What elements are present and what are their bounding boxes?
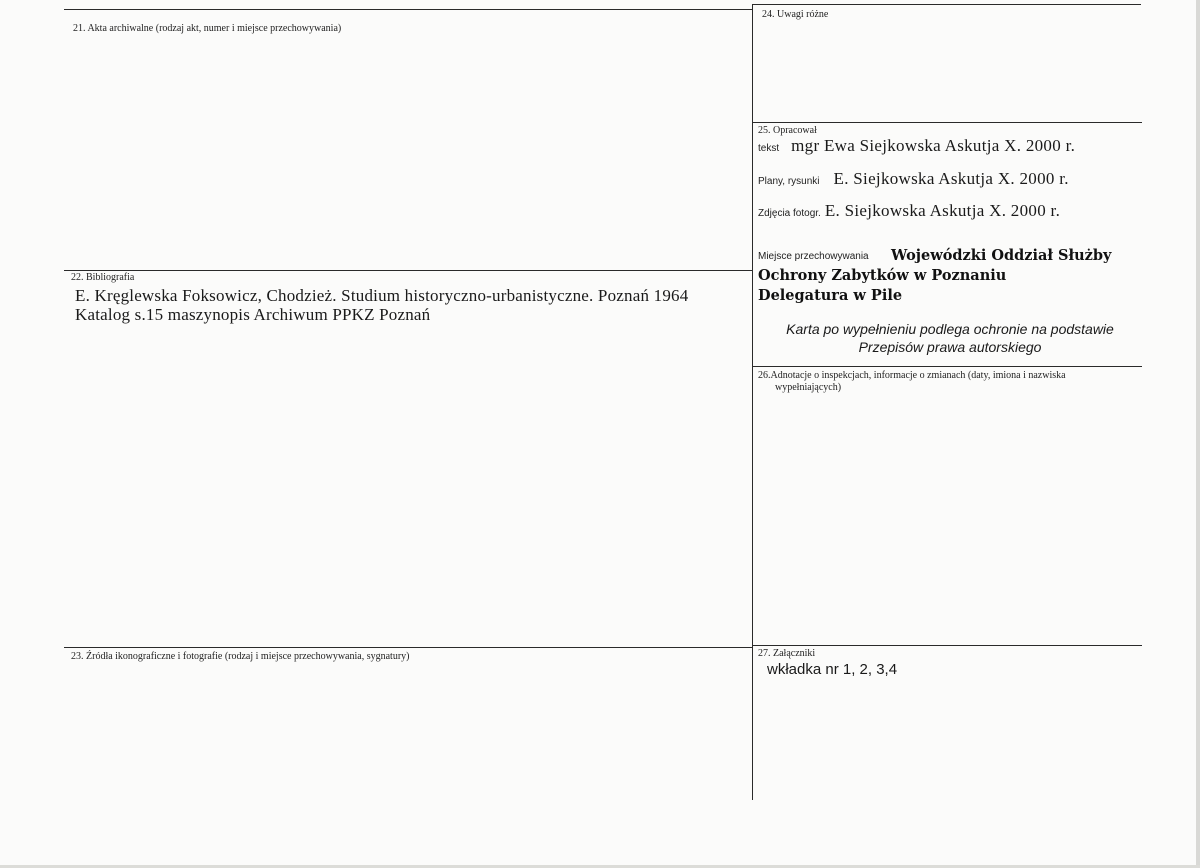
rule-25 [753, 122, 1142, 123]
top-rule-right [753, 4, 1141, 5]
rule-26 [753, 366, 1142, 367]
rule-23 [64, 647, 752, 648]
section-21-label: 21. Akta archiwalne (rodzaj akt, numer i miejsce przechowywania) [73, 23, 342, 34]
scan-edge-right [1196, 0, 1200, 868]
author-plans-label: Plany, rysunki [758, 176, 820, 187]
center-divider [752, 4, 753, 800]
storage-label: Miejsce przechowywania [758, 251, 869, 262]
author-text-value: mgr Ewa Siejkowska Askutja X. 2000 r. [791, 136, 1076, 155]
section-23-label: 23. Źródła ikonograficzne i fotografie (rodzaj i miejsce przechowywania, sygnatury) [71, 651, 410, 662]
author-photos-value: E. Siejkowska Askutja X. 2000 r. [824, 201, 1061, 220]
section-24-label: 24. Uwagi różne [762, 9, 829, 20]
rule-27 [753, 645, 1142, 646]
author-plans-row [758, 169, 1069, 189]
bibliography-line-1: E. Kręglewska Foksowicz, Chodzież. Studium historyczno-urbanistyczne. Poznań 1964 [75, 286, 689, 305]
author-photos-label: Zdjęcia fotogr. [758, 208, 821, 219]
section-25-label: 25. Opracował [758, 125, 817, 136]
section-27-label: 27. Załączniki [758, 648, 816, 659]
bibliography-line-2: Katalog s.15 maszynopis Archiwum PPKZ Poznań [75, 305, 431, 324]
section-26-label-line-1: 26.Adnotacje o inspekcjach, informacje o zmianach (daty, imiona i nazwiska [758, 370, 1066, 381]
copyright-note-line-2: Przepisów prawa autorskiego [858, 339, 1042, 355]
author-text-row [758, 136, 1075, 156]
copyright-note-line-1: Karta po wypełnieniu podlega ochronie na podstawie [786, 321, 1114, 337]
top-rule-left [64, 9, 752, 10]
author-plans-value: E. Siejkowska Askutja X. 2000 r. [833, 169, 1069, 188]
section-26-label-line-2: wypełniających) [775, 382, 842, 393]
section-22-label: 22. Bibliografia [71, 272, 135, 283]
rule-22 [64, 270, 752, 271]
author-photos-row [758, 201, 1060, 221]
author-text-label: tekst [758, 143, 780, 154]
storage-row [758, 246, 869, 264]
storage-line-3: Delegatura w Pile [758, 287, 903, 304]
storage-line-1: Wojewódzki Oddział Służby [891, 247, 1112, 264]
storage-line-2: Ochrony Zabytków w Poznaniu [758, 267, 1007, 284]
attachments-value: wkładka nr 1, 2, 3,4 [767, 661, 898, 678]
